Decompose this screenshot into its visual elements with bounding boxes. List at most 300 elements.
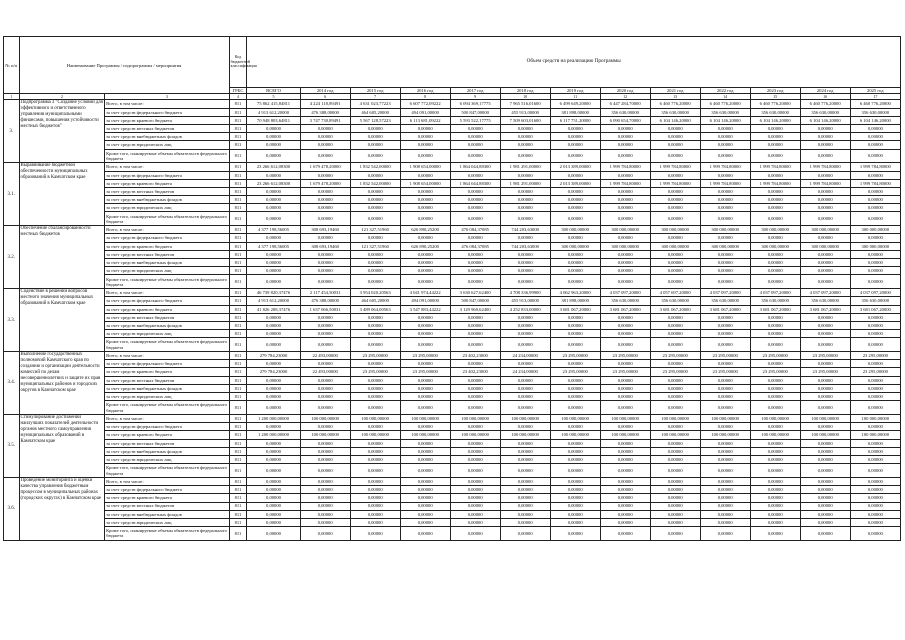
- year-cell: 23 295,00000: [550, 368, 600, 376]
- year-cell: 0,00000: [300, 259, 350, 267]
- year-cell: 0,00000: [600, 204, 650, 212]
- year-cell: 23 295,00000: [800, 368, 850, 376]
- year-cell: 300 000,00000: [800, 242, 850, 250]
- year-cell: 0,00000: [500, 149, 550, 163]
- year-cell: 0,00000: [800, 259, 850, 267]
- grbs-code: 811: [229, 250, 247, 258]
- year-cell: 0,00000: [650, 275, 700, 289]
- total-cell: 0,00000: [247, 259, 300, 267]
- year-cell: 100 000,00000: [500, 415, 550, 423]
- year-cell: 0,00000: [400, 124, 450, 132]
- funding-source-label: за счет средств местных бюджетов: [105, 187, 229, 195]
- year-cell: 4 057 697,20000: [650, 289, 700, 297]
- year-cell: 0,00000: [400, 464, 450, 478]
- year-cell: 0,00000: [750, 321, 800, 329]
- year-cell: 0,00000: [850, 313, 900, 321]
- year-cell: 0,00000: [600, 360, 650, 368]
- year-cell: 23 402,23000: [450, 352, 500, 360]
- table-row: [4, 212, 901, 226]
- year-cell: 0,00000: [750, 187, 800, 195]
- grbs-code: 811: [229, 439, 247, 447]
- table-row: [4, 297, 901, 305]
- table-row: [4, 330, 901, 338]
- header-year: 2021 год: [650, 88, 700, 94]
- year-cell: 0,00000: [850, 502, 900, 510]
- year-cell: 0,00000: [800, 204, 850, 212]
- year-cell: 0,00000: [600, 510, 650, 518]
- total-cell: 0,00000: [247, 494, 300, 502]
- year-cell: 0,00000: [400, 133, 450, 141]
- year-cell: 24 234,00000: [500, 352, 550, 360]
- year-cell: 0,00000: [650, 447, 700, 455]
- year-cell: 0,00000: [500, 133, 550, 141]
- year-cell: 0,00000: [800, 338, 850, 352]
- header-year: 2015 год: [350, 88, 400, 94]
- year-cell: 23 295,00000: [600, 368, 650, 376]
- year-cell: 0,00000: [350, 124, 400, 132]
- year-cell: 308 693,19460: [300, 226, 350, 234]
- funding-source-label: за счет средств местных бюджетов: [105, 502, 229, 510]
- total-cell: 0,00000: [247, 124, 300, 132]
- section-number: 3.1.: [4, 163, 20, 226]
- year-cell: 0,00000: [800, 455, 850, 463]
- year-cell: 0,00000: [350, 171, 400, 179]
- year-cell: 2 117 454,50031: [300, 289, 350, 297]
- year-cell: 0,00000: [650, 376, 700, 384]
- year-cell: 0,00000: [550, 455, 600, 463]
- year-cell: 0,00000: [400, 423, 450, 431]
- year-cell: 0,00000: [800, 267, 850, 275]
- year-cell: 0,00000: [500, 423, 550, 431]
- year-cell: 100 000,00000: [350, 415, 400, 423]
- year-cell: 0,00000: [850, 518, 900, 526]
- year-cell: 0,00000: [550, 212, 600, 226]
- year-cell: 0,00000: [650, 401, 700, 415]
- table-row: [4, 338, 901, 352]
- grbs-code: 811: [229, 133, 247, 141]
- total-cell: 0,00000: [247, 376, 300, 384]
- year-cell: 626 890,25200: [400, 242, 450, 250]
- funding-source-label: за счет средств федерального бюджета: [105, 297, 229, 305]
- year-cell: 0,00000: [850, 330, 900, 338]
- header-index: 3: [105, 94, 229, 100]
- year-cell: 356 630,00000: [850, 297, 900, 305]
- year-cell: 23 295,00000: [850, 368, 900, 376]
- year-cell: 0,00000: [300, 527, 350, 541]
- year-cell: 0,00000: [300, 250, 350, 258]
- year-cell: 100 000,00000: [350, 431, 400, 439]
- year-cell: 0,00000: [350, 338, 400, 352]
- year-cell: 0,00000: [800, 477, 850, 485]
- table-row: [4, 313, 901, 321]
- year-cell: 0,00000: [350, 360, 400, 368]
- year-cell: 0,00000: [850, 267, 900, 275]
- total-cell: 0,00000: [247, 464, 300, 478]
- year-cell: 0,00000: [500, 313, 550, 321]
- year-cell: 0,00000: [400, 141, 450, 149]
- year-cell: 0,00000: [450, 439, 500, 447]
- year-cell: 0,00000: [650, 330, 700, 338]
- header-index: 13: [650, 94, 700, 100]
- year-cell: 0,00000: [500, 141, 550, 149]
- year-cell: 0,00000: [500, 234, 550, 242]
- year-cell: 0,00000: [300, 439, 350, 447]
- year-cell: 0,00000: [700, 502, 750, 510]
- year-cell: 0,00000: [500, 494, 550, 502]
- table-row: [4, 259, 901, 267]
- year-cell: 0,00000: [800, 447, 850, 455]
- year-cell: 6 104 146,20000: [650, 116, 700, 124]
- header-index: 11: [550, 94, 600, 100]
- section-number: 3.5.: [4, 415, 20, 478]
- year-cell: 0,00000: [800, 313, 850, 321]
- grbs-code: 811: [229, 297, 247, 305]
- year-cell: 0,00000: [650, 234, 700, 242]
- year-cell: 1 981 291,00000: [500, 163, 550, 171]
- year-cell: 0,00000: [800, 171, 850, 179]
- year-cell: 0,00000: [350, 518, 400, 526]
- table-row: [4, 275, 901, 289]
- grbs-code: 811: [229, 187, 247, 195]
- year-cell: 0,00000: [350, 477, 400, 485]
- table-row: [4, 321, 901, 329]
- year-cell: 0,00000: [750, 141, 800, 149]
- year-cell: 0,00000: [450, 510, 500, 518]
- grbs-code: 811: [229, 179, 247, 187]
- year-cell: 0,00000: [300, 313, 350, 321]
- year-cell: 0,00000: [300, 464, 350, 478]
- year-cell: 0,00000: [300, 360, 350, 368]
- year-cell: 494 091,00000: [400, 108, 450, 116]
- header-index: 7: [350, 94, 400, 100]
- year-cell: 0,00000: [500, 455, 550, 463]
- year-cell: 6 460 776,20000: [850, 100, 900, 108]
- year-cell: 0,00000: [600, 439, 650, 447]
- table-row: [4, 149, 901, 163]
- funding-source-label: Всего, в том числе:: [105, 477, 229, 485]
- table-row: [4, 368, 901, 376]
- grbs-code: 811: [229, 330, 247, 338]
- funding-source-label: за счет средств внебюджетных фондов: [105, 447, 229, 455]
- year-cell: 4 224 118,89491: [300, 100, 350, 108]
- total-cell: 0,00000: [247, 212, 300, 226]
- funding-source-label: за счет средств федерального бюджета: [105, 171, 229, 179]
- table-row: [4, 477, 901, 485]
- grbs-code: 811: [229, 149, 247, 163]
- year-cell: 0,00000: [550, 486, 600, 494]
- year-cell: 5 593 522,17775: [450, 116, 500, 124]
- table-row: [4, 455, 901, 463]
- grbs-code: 811: [229, 431, 247, 439]
- year-cell: 356 630,00000: [700, 108, 750, 116]
- year-cell: 3 681 067,20000: [650, 305, 700, 313]
- funding-source-label: Кроме того, планируемые объемы обязательств федерального бюджета: [105, 338, 229, 352]
- year-cell: 0,00000: [450, 133, 500, 141]
- year-cell: 0,00000: [500, 321, 550, 329]
- year-cell: 0,00000: [550, 401, 600, 415]
- year-cell: 0,00000: [800, 423, 850, 431]
- grbs-code: 811: [229, 212, 247, 226]
- year-cell: 0,00000: [450, 338, 500, 352]
- funding-source-label: Кроме того, планируемые объемы обязательств федерального бюджета: [105, 401, 229, 415]
- grbs-code: 811: [229, 455, 247, 463]
- year-cell: 0,00000: [300, 196, 350, 204]
- year-cell: 0,00000: [400, 259, 450, 267]
- year-cell: 6 499 649,20000: [550, 100, 600, 108]
- year-cell: 0,00000: [450, 267, 500, 275]
- year-cell: 356 630,00000: [800, 297, 850, 305]
- funding-source-label: Всего, в том числе:: [105, 289, 229, 297]
- year-cell: 0,00000: [750, 259, 800, 267]
- year-cell: 0,00000: [450, 330, 500, 338]
- year-cell: 1 908 654,00000: [400, 163, 450, 171]
- year-cell: 0,00000: [400, 494, 450, 502]
- year-cell: 300 000,00000: [650, 226, 700, 234]
- year-cell: 308 693,19460: [300, 242, 350, 250]
- year-cell: 1 999 784,80000: [700, 179, 750, 187]
- year-cell: 0,00000: [800, 401, 850, 415]
- year-cell: 0,00000: [750, 527, 800, 541]
- year-cell: 0,00000: [400, 149, 450, 163]
- year-cell: 0,00000: [550, 204, 600, 212]
- year-cell: 6 104 146,20000: [850, 116, 900, 124]
- section-name: Выравнивание бюджетной обеспеченности муниципальных образований в Камчатском крае: [19, 163, 105, 226]
- year-cell: 0,00000: [500, 212, 550, 226]
- year-cell: 300 000,00000: [550, 242, 600, 250]
- year-cell: 0,00000: [350, 187, 400, 195]
- year-cell: 0,00000: [550, 124, 600, 132]
- header-index: 1: [4, 94, 20, 100]
- funding-source-label: Всего, в том числе:: [105, 226, 229, 234]
- year-cell: 6 460 776,20000: [700, 100, 750, 108]
- year-cell: 0,00000: [400, 187, 450, 195]
- year-cell: 0,00000: [700, 360, 750, 368]
- year-cell: 0,00000: [800, 439, 850, 447]
- year-cell: 0,00000: [700, 477, 750, 485]
- year-cell: 23 295,00000: [700, 352, 750, 360]
- year-cell: 1 864 044,88300: [450, 179, 500, 187]
- total-cell: 0,00000: [247, 393, 300, 401]
- year-cell: 0,00000: [800, 149, 850, 163]
- funding-source-label: за счет средств местных бюджетов: [105, 250, 229, 258]
- year-cell: 0,00000: [700, 321, 750, 329]
- year-cell: 4 037 097,20000: [700, 289, 750, 297]
- year-cell: 3 681 067,20000: [850, 305, 900, 313]
- year-cell: 1 679 478,20000: [300, 179, 350, 187]
- year-cell: 22 493,00000: [300, 352, 350, 360]
- year-cell: 0,00000: [450, 259, 500, 267]
- year-cell: 23 295,00000: [700, 368, 750, 376]
- header-index: 4: [229, 94, 247, 100]
- year-cell: 0,00000: [450, 502, 500, 510]
- year-cell: 0,00000: [400, 212, 450, 226]
- year-cell: 0,00000: [400, 393, 450, 401]
- year-cell: 0,00000: [850, 494, 900, 502]
- year-cell: 0,00000: [400, 321, 450, 329]
- section-name: Стимулирование достижений наилучших показателей деятельности органов местного самоуправления муниципальных образований в Камчатском крае: [19, 415, 105, 478]
- header-index: 17: [850, 94, 900, 100]
- header-total: ВСЕГО: [247, 88, 300, 94]
- table-row: [4, 289, 901, 297]
- year-cell: 476 084,37085: [450, 242, 500, 250]
- year-cell: 356 630,00000: [600, 297, 650, 305]
- year-cell: 23 295,00000: [850, 352, 900, 360]
- total-cell: 0,00000: [247, 338, 300, 352]
- year-cell: 0,00000: [400, 401, 450, 415]
- year-cell: 6 104 146,20000: [750, 116, 800, 124]
- year-cell: 0,00000: [700, 393, 750, 401]
- year-cell: 0,00000: [850, 477, 900, 485]
- year-cell: 0,00000: [350, 330, 400, 338]
- funding-source-label: за счет средств федерального бюджета: [105, 486, 229, 494]
- year-cell: 0,00000: [700, 250, 750, 258]
- year-cell: 121 327,51960: [350, 242, 400, 250]
- year-cell: 0,00000: [300, 171, 350, 179]
- year-cell: 4 631 023,77223: [350, 100, 400, 108]
- year-cell: 121 327,51960: [350, 226, 400, 234]
- year-cell: 0,00000: [600, 234, 650, 242]
- year-cell: 300 000,00000: [700, 242, 750, 250]
- year-cell: 100 000,00000: [750, 431, 800, 439]
- table-row: [4, 439, 901, 447]
- year-cell: 1 999 784,80000: [850, 179, 900, 187]
- year-cell: 0,00000: [450, 494, 500, 502]
- year-cell: 1 999 784,80000: [700, 163, 750, 171]
- year-cell: 356 630,00000: [650, 108, 700, 116]
- table-row: [4, 486, 901, 494]
- year-cell: 0,00000: [750, 494, 800, 502]
- year-cell: 0,00000: [700, 494, 750, 502]
- year-cell: 0,00000: [550, 313, 600, 321]
- year-cell: 0,00000: [550, 376, 600, 384]
- year-cell: 0,00000: [500, 447, 550, 455]
- year-cell: 0,00000: [350, 212, 400, 226]
- year-cell: 0,00000: [350, 141, 400, 149]
- year-cell: 0,00000: [300, 477, 350, 485]
- year-cell: 300 000,00000: [800, 226, 850, 234]
- year-cell: 100 000,00000: [550, 415, 600, 423]
- grbs-code: 811: [229, 477, 247, 485]
- year-cell: 455 913,00000: [500, 108, 550, 116]
- year-cell: 0,00000: [750, 423, 800, 431]
- year-cell: 0,00000: [500, 486, 550, 494]
- total-cell: 0,00000: [247, 267, 300, 275]
- year-cell: 0,00000: [650, 133, 700, 141]
- year-cell: 2 013 389,00000: [550, 163, 600, 171]
- year-cell: 0,00000: [750, 196, 800, 204]
- grbs-code: 811: [229, 486, 247, 494]
- table-row: [4, 100, 901, 108]
- year-cell: 0,00000: [500, 204, 550, 212]
- year-cell: 626 890,25200: [400, 226, 450, 234]
- year-cell: 0,00000: [500, 439, 550, 447]
- table-row: [4, 204, 901, 212]
- year-cell: 0,00000: [300, 338, 350, 352]
- year-cell: 0,00000: [850, 196, 900, 204]
- year-cell: 0,00000: [650, 527, 700, 541]
- year-cell: 0,00000: [450, 321, 500, 329]
- year-cell: 0,00000: [600, 494, 650, 502]
- total-cell: 4 377 198,56005: [247, 242, 300, 250]
- year-cell: 0,00000: [550, 423, 600, 431]
- year-cell: 0,00000: [700, 518, 750, 526]
- header-year: 2017 год: [450, 88, 500, 94]
- year-cell: 0,00000: [350, 447, 400, 455]
- header-code: Код бюджетной классификации: [229, 37, 247, 88]
- year-cell: 0,00000: [700, 423, 750, 431]
- year-cell: 0,00000: [550, 518, 600, 526]
- year-cell: 3 681 067,20000: [750, 305, 800, 313]
- year-cell: 0,00000: [350, 502, 400, 510]
- year-cell: 0,00000: [700, 464, 750, 478]
- year-cell: 0,00000: [550, 527, 600, 541]
- total-cell: 0,00000: [247, 447, 300, 455]
- year-cell: 22 493,00000: [300, 368, 350, 376]
- year-cell: 4 252 833,00000: [500, 305, 550, 313]
- total-cell: 0,00000: [247, 486, 300, 494]
- year-cell: 0,00000: [350, 234, 400, 242]
- funding-source-label: за счет средств внебюджетных фондов: [105, 196, 229, 204]
- grbs-code: 811: [229, 464, 247, 478]
- year-cell: 0,00000: [650, 494, 700, 502]
- year-cell: 0,00000: [800, 212, 850, 226]
- year-cell: 6 113 681,09222: [400, 116, 450, 124]
- year-cell: 0,00000: [300, 455, 350, 463]
- grbs-code: 811: [229, 267, 247, 275]
- year-cell: 0,00000: [700, 212, 750, 226]
- header-no: № п/п: [4, 37, 20, 94]
- year-cell: 0,00000: [300, 510, 350, 518]
- year-cell: 3 630 627,62400: [450, 289, 500, 297]
- year-cell: 0,00000: [600, 393, 650, 401]
- grbs-code: 811: [229, 124, 247, 132]
- year-cell: 0,00000: [300, 124, 350, 132]
- year-cell: 0,00000: [750, 124, 800, 132]
- year-cell: 100 000,00000: [450, 431, 500, 439]
- section-name: Проведение мониторинга и оценки качества управления бюджетным процессом в муниципальных районах (городских округах) в Камчатском крае: [19, 477, 105, 540]
- year-cell: 0,00000: [500, 393, 550, 401]
- year-cell: 0,00000: [650, 149, 700, 163]
- total-cell: 0,00000: [247, 171, 300, 179]
- year-cell: 381 898,00000: [550, 108, 600, 116]
- year-cell: 0,00000: [700, 124, 750, 132]
- grbs-code: 811: [229, 141, 247, 149]
- year-cell: 0,00000: [400, 330, 450, 338]
- total-cell: 0,00000: [247, 423, 300, 431]
- year-cell: 0,00000: [400, 267, 450, 275]
- total-cell: 0,00000: [247, 149, 300, 163]
- year-cell: 0,00000: [600, 447, 650, 455]
- year-cell: 0,00000: [750, 464, 800, 478]
- header-year: 2018 год: [500, 88, 550, 94]
- header-year: 2023 год: [750, 88, 800, 94]
- year-cell: 0,00000: [300, 321, 350, 329]
- year-cell: 0,00000: [750, 360, 800, 368]
- year-cell: 0,00000: [350, 250, 400, 258]
- funding-source-label: за счет средств внебюджетных фондов: [105, 510, 229, 518]
- table-row: [4, 179, 901, 187]
- year-cell: 0,00000: [350, 401, 400, 415]
- total-cell: 0,00000: [247, 360, 300, 368]
- year-cell: 744 203,63000: [500, 226, 550, 234]
- year-cell: 0,00000: [600, 124, 650, 132]
- section-number: 3.6.: [4, 477, 20, 540]
- year-cell: 476 388,00000: [300, 108, 350, 116]
- year-cell: 0,00000: [550, 149, 600, 163]
- year-cell: 0,00000: [500, 376, 550, 384]
- table-row: [4, 401, 901, 415]
- header-amount: Объем средств на реализацию Программы: [247, 37, 901, 88]
